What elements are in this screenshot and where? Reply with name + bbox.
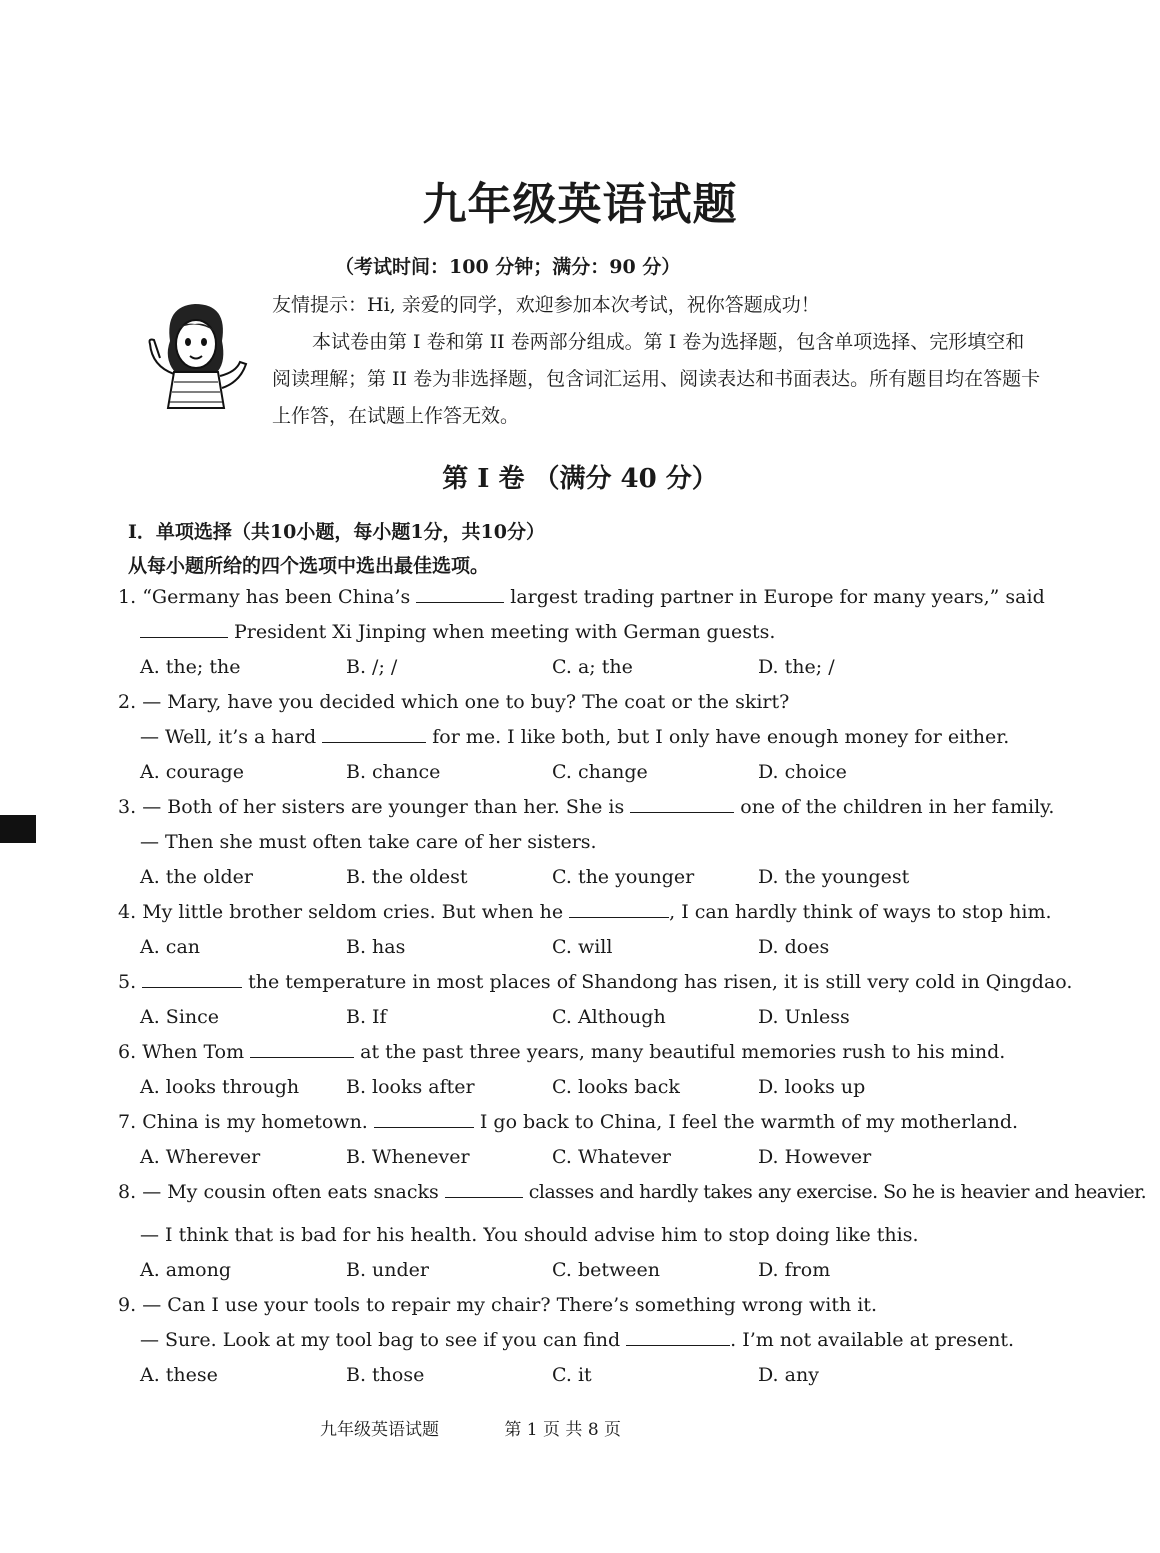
girl-cartoon-icon [140,296,250,416]
options-row [118,650,1043,685]
question-text: I go back to China, I feel the warmth of my motherland. [479,1111,1019,1133]
question-text: , I can hardly think of ways to stop him. [669,901,1052,923]
option-c[interactable]: C. the younger [552,866,695,888]
question-text: — Both of her sisters are younger than her. She is [142,796,625,818]
question-number: 1. [118,586,137,608]
question-text: — Can I use your tools to repair my chair? There’s something wrong with it. [142,1294,877,1316]
option-d[interactable]: D. any [758,1364,819,1386]
option-c[interactable]: C. looks back [552,1076,680,1098]
question-number: 6. [118,1041,137,1063]
option-b[interactable]: B. /; / [346,656,398,678]
answer-blank [630,790,734,813]
question-line [118,965,1073,1000]
question [118,1175,1147,1288]
option-b[interactable]: B. under [346,1259,430,1281]
question [118,1035,1043,1105]
option-d[interactable]: D. looks up [758,1076,866,1098]
answer-blank [416,580,504,603]
question-text: — Then she must often take care of her sisters. [140,831,597,853]
question [118,580,1043,685]
question-text: largest trading partner in Europe for many years,” said [510,586,1045,608]
question-line [118,790,1055,825]
question-line [118,1323,1043,1358]
question-text: one of the children in her family. [740,796,1055,818]
question-number: 7. [118,1111,137,1133]
option-d[interactable]: D. Unless [758,1006,850,1028]
question-text: President Xi Jinping when meeting with German guests. [234,621,776,643]
question-line [118,1218,1043,1253]
option-c[interactable]: C. it [552,1364,592,1386]
options-row [118,1070,1043,1105]
option-a[interactable]: A. courage [140,761,244,783]
question-text: — Mary, have you decided which one to buy? The coat or the skirt? [142,691,790,713]
option-c[interactable]: C. a; the [552,656,633,678]
option-a[interactable]: A. among [140,1259,231,1281]
options-row [118,1253,1043,1288]
option-d[interactable]: D. the youngest [758,866,910,888]
question-text: — I think that is bad for his health. You should advise him to stop doing like this. [140,1224,919,1246]
answer-blank [374,1105,474,1128]
option-d[interactable]: D. does [758,936,830,958]
options-row [118,930,1043,965]
scan-mark [0,815,36,843]
question [118,790,1055,895]
answer-blank [250,1035,354,1058]
question [118,685,1043,790]
question [118,895,1052,965]
option-a[interactable]: A. the older [140,866,253,888]
question-line [118,895,1052,930]
footer-page-number: 第 1 页 共 8 页 [504,1420,622,1440]
question-line [118,685,1043,720]
option-c[interactable]: C. Although [552,1006,666,1028]
question [118,1288,1043,1393]
question-text: — Well, it’s a hard [140,726,317,748]
page-title: 九年级英语试题 [422,179,738,230]
option-a[interactable]: A. the; the [140,656,241,678]
question-number: 9. [118,1294,137,1316]
answer-blank [142,965,242,988]
option-a[interactable]: A. can [140,936,201,958]
question-line [118,1175,1147,1218]
question-text: “Germany has been China’s [142,586,411,608]
question [118,1105,1043,1175]
option-b[interactable]: B. Whenever [346,1146,470,1168]
question-text: classes and hardly takes any exercise. So he is heavier and heavier. [528,1181,1147,1203]
question-text: at the past three years, many beautiful memories rush to his mind. [360,1041,1006,1063]
answer-blank [140,615,228,638]
option-b[interactable]: B. If [346,1006,387,1028]
question-text: My little brother seldom cries. But when he [142,901,564,923]
part-heading-title: I．单项选择（共10小题，每小题1分，共10分） [128,521,545,543]
question-number: 2. [118,691,137,713]
options-row [118,1000,1043,1035]
option-d[interactable]: D. However [758,1146,872,1168]
question-text: China is my hometown. [142,1111,368,1133]
question-text: . I’m not available at present. [730,1329,1014,1351]
option-a[interactable]: A. Wherever [140,1146,261,1168]
question-number: 4. [118,901,137,923]
question-text: — My cousin often eats snacks [142,1181,439,1203]
question-text: for me. I like both, but I only have enough money for either. [432,726,1010,748]
question-text: the temperature in most places of Shandong has risen, it is still very cold in Qingdao. [248,971,1073,993]
answer-blank [445,1175,523,1198]
option-b[interactable]: B. looks after [346,1076,475,1098]
option-b[interactable]: B. the oldest [346,866,468,888]
question-line [118,1288,1043,1323]
question-line [118,825,1043,860]
question-line [118,580,1045,615]
page-footer [320,1415,681,1440]
question [118,965,1073,1035]
option-d[interactable]: D. the; / [758,656,835,678]
question-text: When Tom [142,1041,245,1063]
options-row [118,755,1043,790]
option-b[interactable]: B. those [346,1364,425,1386]
question-line [118,615,1043,650]
option-b[interactable]: B. chance [346,761,441,783]
friendly-tip [272,287,1042,435]
answer-blank [626,1323,730,1346]
exam-info: （考试时间：100 分钟；满分：90 分） [335,256,681,278]
option-c[interactable]: C. change [552,761,648,783]
option-c[interactable]: C. between [552,1259,660,1281]
option-c[interactable]: C. will [552,936,613,958]
option-a[interactable]: A. these [140,1364,218,1386]
options-row [118,1140,1043,1175]
answer-blank [322,720,426,743]
part-heading [128,515,545,583]
question-number: 5. [118,971,137,993]
option-d[interactable]: D. from [758,1259,831,1281]
option-c[interactable]: C. Whatever [552,1146,671,1168]
questions-list [118,580,1147,1393]
tip-instructions: 本试卷由第 I 卷和第 II 卷两部分组成。第 I 卷为选择题，包含单项选择、完形填空和阅读理解；第 II 卷为非选择题，包含词汇运用、阅读表达和书面表达。所有题目均在答题卡上作答，在试题上作答无效。 [272,331,1041,427]
options-row [118,860,1043,895]
question-number: 8. [118,1181,137,1203]
options-row [118,1358,1043,1393]
answer-blank [569,895,669,918]
question-line [118,1035,1043,1070]
section-title: 第 I 卷 （满分 40 分） [442,464,718,494]
question-number: 3. [118,796,137,818]
option-b[interactable]: B. has [346,936,406,958]
option-a[interactable]: A. looks through [140,1076,300,1098]
option-d[interactable]: D. choice [758,761,847,783]
question-line [118,720,1043,755]
footer-title: 九年级英语试题 [320,1420,439,1440]
option-a[interactable]: A. Since [140,1006,220,1028]
question-line [118,1105,1043,1140]
part-instruction: 从每小题所给的四个选项中选出最佳选项。 [128,555,490,577]
tip-greeting: 友情提示：Hi, 亲爱的同学，欢迎参加本次考试，祝你答题成功！ [272,294,820,316]
question-text: — Sure. Look at my tool bag to see if you can find [140,1329,621,1351]
